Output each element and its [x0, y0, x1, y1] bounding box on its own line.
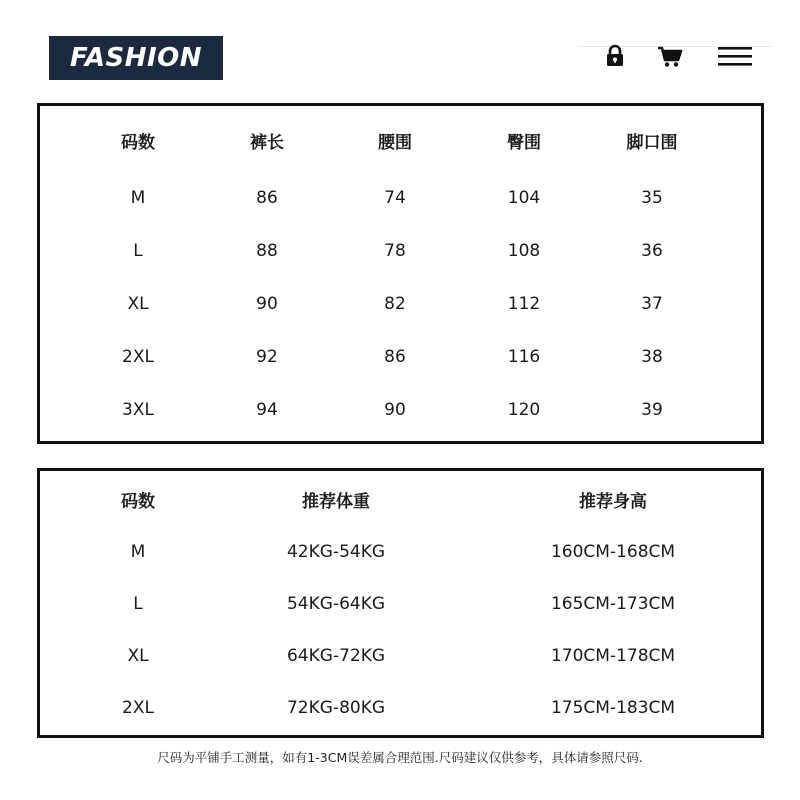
size-table-cell: 74 — [384, 188, 406, 208]
size-table-row — [40, 183, 761, 213]
recommend-table-row — [40, 589, 761, 619]
recommend-table-cell: XL — [127, 646, 149, 666]
recommend-table-row — [40, 537, 761, 567]
size-table-cell: 120 — [507, 400, 541, 420]
size-table-row — [40, 289, 761, 319]
recommend-table-cell: 42KG-54KG — [286, 542, 386, 562]
size-table-header-cell: 臀围 — [507, 133, 541, 153]
size-table-cell: 82 — [384, 294, 406, 314]
size-table-row — [40, 236, 761, 266]
size-table-row — [40, 395, 761, 425]
size-table-cell: 94 — [256, 400, 278, 420]
size-table-cell: 86 — [384, 347, 406, 367]
size-table-header-cell: 码数 — [121, 133, 155, 153]
size-table-cell: 38 — [641, 347, 663, 367]
brand-logo[interactable] — [49, 36, 223, 80]
menu-icon[interactable] — [716, 44, 754, 68]
lock-icon[interactable] — [604, 44, 626, 68]
size-table-header-cell: 腰围 — [378, 133, 412, 153]
size-table-cell: 92 — [256, 347, 278, 367]
size-table-cell: 88 — [256, 241, 278, 261]
size-table-cell: 90 — [384, 400, 406, 420]
recommend-table-cell: 72KG-80KG — [286, 698, 386, 718]
recommend-table-cell: 175CM-183CM — [550, 698, 676, 718]
recommend-table-cell: M — [130, 542, 146, 562]
size-table-cell: L — [133, 241, 143, 261]
recommend-table-header-cell: 推荐体重 — [302, 492, 370, 512]
size-table-cell: 112 — [507, 294, 541, 314]
size-table-cell: 90 — [256, 294, 278, 314]
size-table-cell: 36 — [641, 241, 663, 261]
size-table-row — [40, 342, 761, 372]
size-table-cell: 86 — [256, 188, 278, 208]
size-table-cell: 108 — [507, 241, 541, 261]
recommend-table-header-cell: 推荐身高 — [579, 492, 647, 512]
recommend-table-cell: 160CM-168CM — [550, 542, 676, 562]
size-table-header-cell: 裤长 — [250, 133, 284, 153]
size-table-cell: 35 — [641, 188, 663, 208]
size-table-cell: 39 — [641, 400, 663, 420]
recommend-table-row — [40, 641, 761, 671]
size-table — [37, 103, 764, 444]
size-table-cell: 78 — [384, 241, 406, 261]
recommend-table-header-row — [40, 487, 761, 517]
recommend-table-cell: 64KG-72KG — [286, 646, 386, 666]
recommend-table-cell: 2XL — [122, 698, 154, 718]
size-table-cell: XL — [127, 294, 149, 314]
size-table-cell: 3XL — [122, 400, 154, 420]
size-table-cell: 2XL — [122, 347, 154, 367]
brand-logo-text: FASHION — [69, 43, 203, 73]
size-table-cell: 104 — [507, 188, 541, 208]
recommend-table-row — [40, 693, 761, 723]
recommend-table-header-cell: 码数 — [121, 492, 155, 512]
size-table-header-row — [40, 128, 761, 158]
footnote: 尺码为平铺手工测量，如有1-3CM误差属合理范围.尺码建议仅供参考，具体请参照尺码. — [157, 750, 643, 765]
size-table-cell: 37 — [641, 294, 663, 314]
recommend-table-cell: 54KG-64KG — [286, 594, 386, 614]
size-table-cell: M — [130, 188, 146, 208]
recommend-table-cell: 170CM-178CM — [550, 646, 676, 666]
size-table-header-cell: 脚口围 — [626, 133, 678, 153]
recommend-table-cell: L — [133, 594, 143, 614]
recommend-table — [37, 468, 764, 738]
size-table-cell: 116 — [507, 347, 541, 367]
cart-icon[interactable] — [656, 44, 684, 68]
recommend-table-cell: 165CM-173CM — [550, 594, 676, 614]
